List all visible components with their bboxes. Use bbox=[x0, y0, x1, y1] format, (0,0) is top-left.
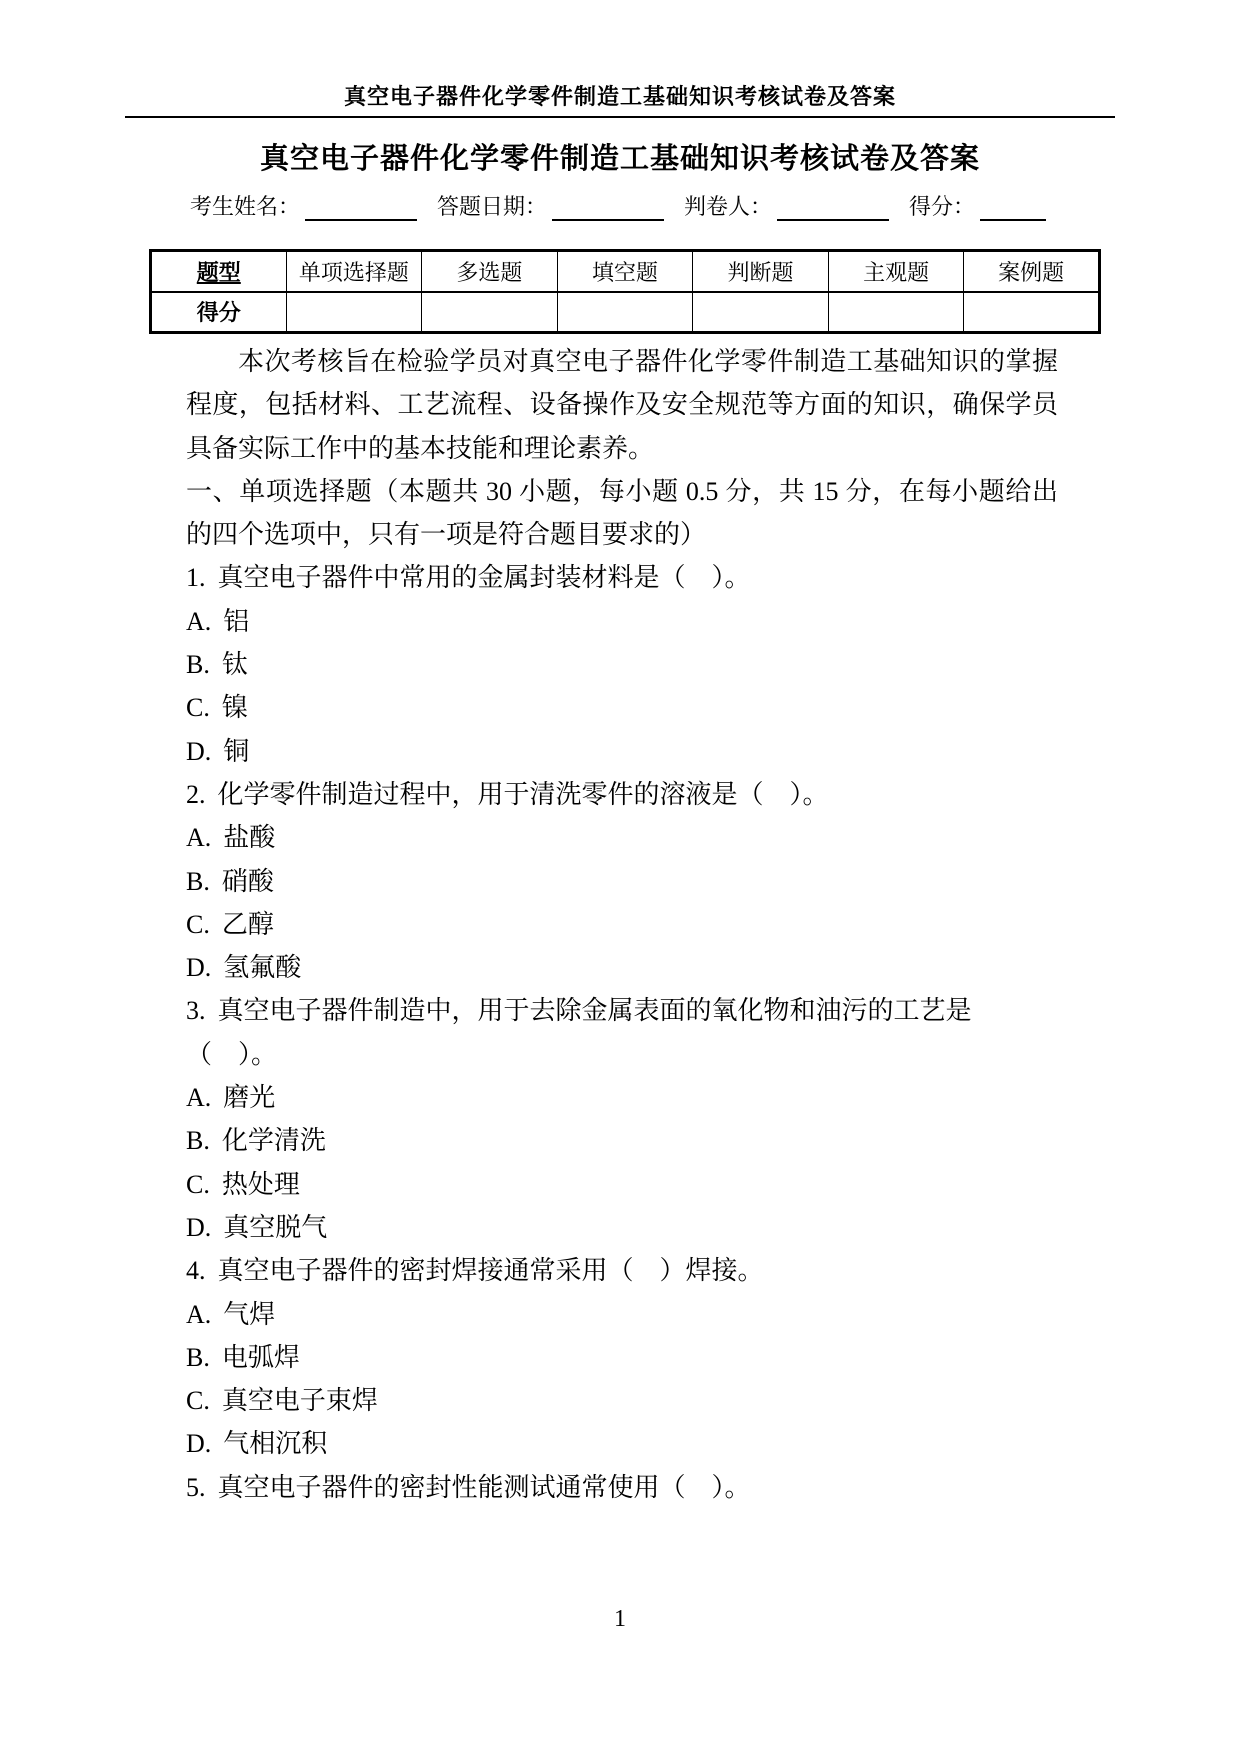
question bbox=[186, 556, 1058, 599]
option-row bbox=[186, 903, 1058, 946]
option-text: 铜 bbox=[223, 736, 250, 766]
question-type-row bbox=[151, 251, 1100, 292]
score-cell bbox=[693, 292, 829, 333]
blank-line bbox=[552, 195, 664, 221]
option-text: 真空脱气 bbox=[223, 1212, 328, 1242]
field-label: 判卷人： bbox=[683, 194, 772, 219]
score-cell bbox=[964, 292, 1100, 333]
option-label: C. bbox=[186, 1169, 210, 1199]
option-row bbox=[186, 1076, 1058, 1119]
option-label: B. bbox=[186, 1126, 210, 1156]
option-text: 气焊 bbox=[223, 1299, 276, 1329]
info-line bbox=[190, 190, 1046, 221]
question-number: 3. bbox=[186, 996, 206, 1026]
question-type-cell: 单项选择题 bbox=[286, 251, 422, 292]
info-field-score bbox=[909, 190, 1046, 221]
option-label: D. bbox=[186, 953, 212, 983]
option-row bbox=[186, 1119, 1058, 1162]
option-text: 镍 bbox=[221, 693, 248, 723]
question-type-cell: 案例题 bbox=[964, 251, 1100, 292]
field-label: 答题日期： bbox=[436, 194, 547, 219]
question-type-row-label bbox=[151, 251, 287, 292]
option-row bbox=[186, 1206, 1058, 1249]
option-row bbox=[186, 643, 1058, 686]
score-row bbox=[151, 292, 1100, 333]
option-text: 硝酸 bbox=[221, 866, 274, 896]
question bbox=[186, 1466, 1058, 1509]
option-row bbox=[186, 860, 1058, 903]
score-cell bbox=[828, 292, 964, 333]
option-text: 氢氟酸 bbox=[223, 953, 302, 983]
question-block bbox=[186, 989, 1058, 1249]
field-label: 考生姓名： bbox=[190, 194, 301, 219]
option-text: 乙醇 bbox=[221, 909, 274, 939]
question-type-cell: 多选题 bbox=[422, 251, 558, 292]
info-field-candidate-name bbox=[190, 190, 417, 221]
option-label: C. bbox=[186, 1386, 210, 1416]
question-block bbox=[186, 1466, 1058, 1509]
option-text: 钛 bbox=[221, 650, 248, 680]
question-type-row-label-text: 题型 bbox=[196, 259, 241, 285]
blank-line bbox=[305, 195, 417, 221]
question bbox=[186, 773, 1058, 816]
question-block bbox=[186, 1249, 1058, 1465]
score-row-label: 得分 bbox=[151, 292, 287, 333]
question-text: 化学零件制造过程中，用于清洗零件的溶液是（ ）。 bbox=[217, 779, 829, 809]
exam-body bbox=[186, 340, 1058, 1509]
page-number: 1 bbox=[614, 1606, 626, 1632]
question-number: 5. bbox=[186, 1472, 206, 1502]
option-row bbox=[186, 600, 1058, 643]
option-label: D. bbox=[186, 736, 212, 766]
option-label: A. bbox=[186, 606, 212, 636]
info-field-answer-date bbox=[437, 190, 664, 221]
option-label: A. bbox=[186, 823, 212, 853]
option-text: 热处理 bbox=[221, 1169, 300, 1199]
option-label: B. bbox=[186, 1342, 210, 1372]
exam-title: 真空电子器件化学零件制造工基础知识考核试卷及答案 bbox=[259, 143, 980, 175]
score-cell bbox=[557, 292, 693, 333]
option-row bbox=[186, 1163, 1058, 1206]
option-text: 真空电子束焊 bbox=[221, 1386, 378, 1416]
question-number: 2. bbox=[186, 779, 206, 809]
exam-intro: 本次考核旨在检验学员对真空电子器件化学零件制造工基础知识的掌握程度，包括材料、工艺流程、设备操作及安全规范等方面的知识，确保学员具备实际工作中的基本技能和理论素养。 bbox=[186, 347, 1058, 463]
option-row bbox=[186, 1422, 1058, 1465]
option-label: C. bbox=[186, 693, 210, 723]
info-field-grader bbox=[684, 190, 889, 221]
option-row bbox=[186, 686, 1058, 729]
question bbox=[186, 989, 1058, 1076]
option-label: B. bbox=[186, 650, 210, 680]
question-block bbox=[186, 773, 1058, 989]
section-heading: 一、单项选择题（本题共 30 小题，每小题 0.5 分，共 15 分，在每小题给出的四个选项中，只有一项是符合题目要求的） bbox=[186, 476, 1058, 550]
option-row bbox=[186, 1293, 1058, 1336]
option-label: A. bbox=[186, 1083, 212, 1113]
option-row bbox=[186, 946, 1058, 989]
question-number: 1. bbox=[186, 563, 206, 593]
question-text: 真空电子器件的密封焊接通常采用（ ）焊接。 bbox=[217, 1256, 764, 1286]
option-label: C. bbox=[186, 909, 210, 939]
option-row bbox=[186, 730, 1058, 773]
option-label: D. bbox=[186, 1429, 212, 1459]
blank-line bbox=[777, 195, 889, 221]
question-type-cell: 填空题 bbox=[557, 251, 693, 292]
score-table bbox=[149, 249, 1101, 334]
option-text: 磨光 bbox=[223, 1083, 276, 1113]
question-type-cell: 主观题 bbox=[828, 251, 964, 292]
question-block bbox=[186, 556, 1058, 772]
option-row bbox=[186, 1379, 1058, 1422]
question bbox=[186, 1249, 1058, 1292]
option-text: 铝 bbox=[223, 606, 250, 636]
option-label: A. bbox=[186, 1299, 212, 1329]
question-type-cell: 判断题 bbox=[693, 251, 829, 292]
field-label: 得分： bbox=[908, 194, 975, 219]
option-row bbox=[186, 1336, 1058, 1379]
question-text: 真空电子器件的密封性能测试通常使用（ ）。 bbox=[217, 1472, 751, 1502]
question-text: 真空电子器件制造中，用于去除金属表面的氧化物和油污的工艺是（ ）。 bbox=[186, 996, 972, 1069]
option-label: B. bbox=[186, 866, 210, 896]
option-text: 化学清洗 bbox=[221, 1126, 326, 1156]
option-text: 电弧焊 bbox=[221, 1342, 300, 1372]
option-label: D. bbox=[186, 1212, 212, 1242]
score-cell bbox=[422, 292, 558, 333]
option-text: 盐酸 bbox=[223, 823, 276, 853]
header-rule bbox=[125, 116, 1115, 118]
option-row bbox=[186, 816, 1058, 859]
blank-line bbox=[980, 195, 1046, 221]
running-head: 真空电子器件化学零件制造工基础知识考核试卷及答案 bbox=[343, 84, 896, 109]
question-text: 真空电子器件中常用的金属封装材料是（ ）。 bbox=[217, 563, 751, 593]
question-number: 4. bbox=[186, 1256, 206, 1286]
score-cell bbox=[286, 292, 422, 333]
option-text: 气相沉积 bbox=[223, 1429, 328, 1459]
score-table-body bbox=[151, 251, 1100, 333]
question-list bbox=[186, 556, 1058, 1509]
